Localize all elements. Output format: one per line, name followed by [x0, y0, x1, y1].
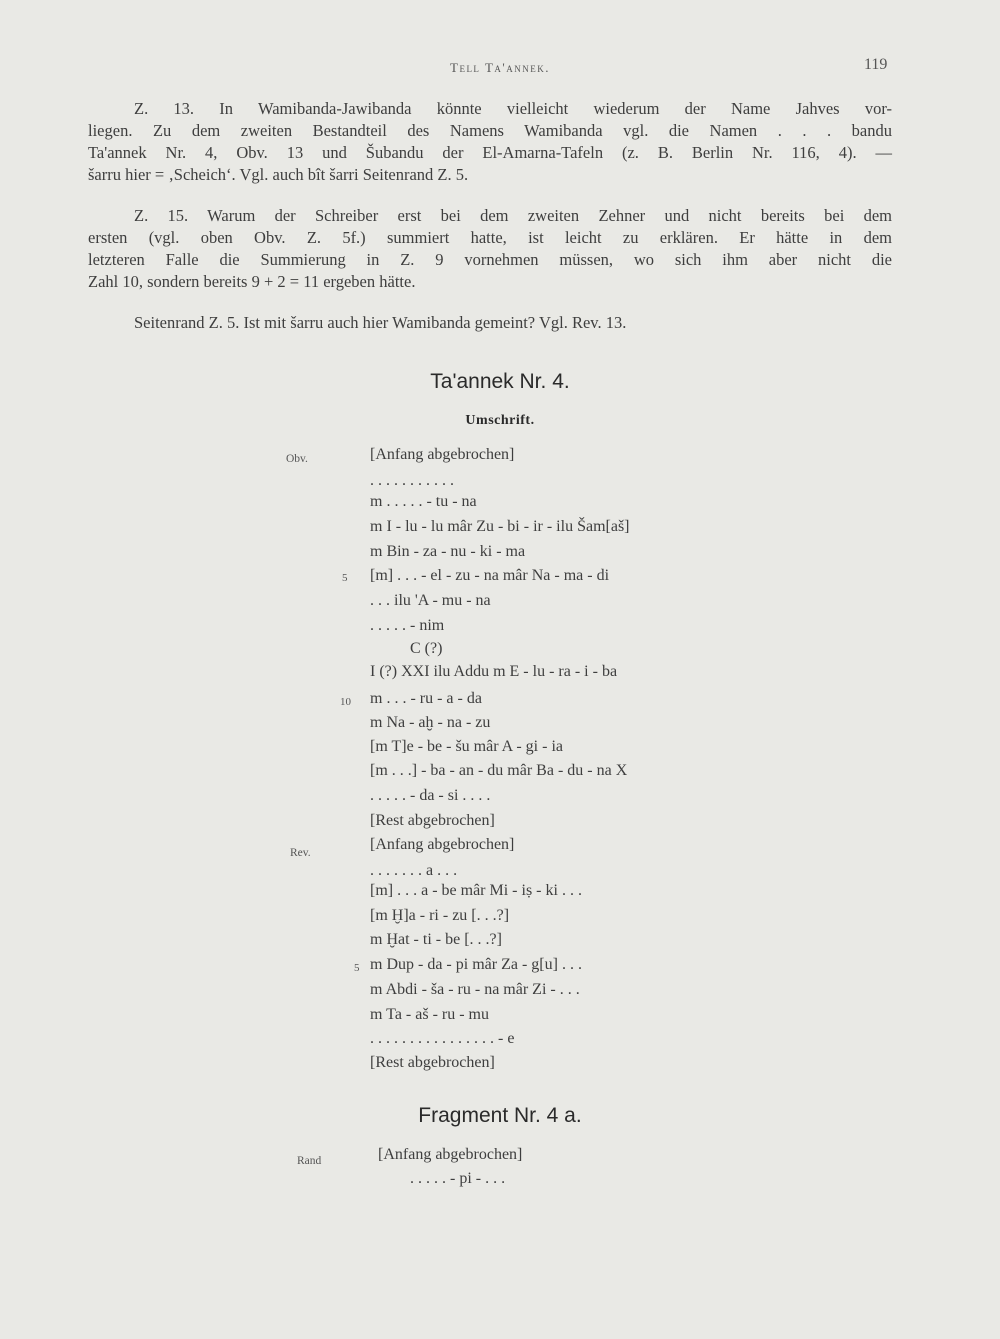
transliteration-line: m Ta - aš - ru - mu	[370, 1006, 489, 1023]
reverse-label: Rev.	[290, 847, 311, 859]
line-number: 10	[340, 696, 351, 708]
obverse-label: Obv.	[286, 453, 308, 465]
transliteration-line: m Abdi - ša - ru - na mâr Zi - . . .	[370, 981, 580, 998]
transliteration-line: C (?)	[410, 640, 443, 657]
page-number: 119	[864, 56, 888, 73]
text-line: Ta'annek Nr. 4, Obv. 13 und Šubandu der El-Amarna-Tafeln (z. B. Berlin Nr. 116, 4). —	[88, 143, 892, 162]
transliteration-line: . . . . . . . . . . .	[370, 472, 454, 489]
text-line: šarru hier = ‚Scheich‘. Vgl. auch bît šarri Seitenrand Z. 5.	[88, 165, 469, 184]
transliteration-line: . . . . . - pi - . . .	[410, 1170, 506, 1187]
transliteration-line: [Anfang abgebrochen]	[370, 446, 515, 463]
rand-label: Rand	[297, 1155, 322, 1167]
text-line: Zahl 10, sondern bereits 9 + 2 = 11 ergeben hätte.	[88, 272, 416, 291]
transliteration-line: m Dup - da - pi mâr Za - g[u] . . .	[370, 956, 582, 973]
transliteration-line: [m Ḫ]a - ri - zu [. . .?]	[370, 907, 510, 924]
line-number: 5	[354, 962, 360, 974]
line-number: 5	[342, 572, 348, 584]
commentary-paragraph-z13	[88, 98, 892, 186]
transliteration-line: . . . . . . . a . . .	[370, 862, 458, 879]
transliteration-line: [m] . . . - el - zu - na mâr Na - ma - di	[370, 567, 610, 584]
transliteration-line: [m . . .] - ba - an - du mâr Ba - du - na X	[370, 762, 628, 779]
fragment-title: Fragment Nr. 4 a.	[418, 1104, 582, 1127]
commentary-paragraph-z15	[88, 205, 892, 293]
transliteration-line: [Rest abgebrochen]	[370, 812, 495, 829]
running-title: Tell Ta'annek.	[450, 60, 550, 75]
section-title: Ta'annek Nr. 4.	[430, 370, 570, 393]
text-line: Z. 13. In Wamibanda-Jawibanda könnte vielleicht wiederum der Name Jahves vor-	[134, 99, 892, 118]
transliteration-line: m . . . - ru - a - da	[370, 690, 482, 707]
text-line: letzteren Falle die Summierung in Z. 9 vornehmen müssen, wo sich ihm aber nicht die	[88, 250, 892, 269]
transliteration-line: . . . ilu 'A - mu - na	[370, 592, 491, 609]
text-line: ersten (vgl. oben Obv. Z. 5f.) summiert hatte, ist leicht zu erklären. Er hätte in dem	[88, 228, 892, 247]
transliteration-line: . . . . . - nim	[370, 617, 445, 634]
text-line: Z. 15. Warum der Schreiber erst bei dem zweiten Zehner und nicht bereits bei dem	[134, 206, 892, 225]
transliteration-line: [m] . . . a - be mâr Mi - iṣ - ki . . .	[370, 882, 582, 899]
transliteration-line: [Anfang abgebrochen]	[378, 1146, 523, 1163]
section-subtitle: Umschrift.	[465, 413, 535, 428]
transliteration-line: . . . . . . . . . . . . . . . . - e	[370, 1030, 515, 1047]
transliteration-line: m Na - aḫ - na - zu	[370, 714, 491, 731]
transliteration-line: . . . . . - da - si . . . .	[370, 787, 491, 804]
text-line: liegen. Zu dem zweiten Bestandteil des Namens Wamibanda vgl. die Namen . . . bandu	[88, 121, 892, 140]
transliteration-line: m . . . . . - tu - na	[370, 493, 477, 510]
transliteration-line: m Bin - za - nu - ki - ma	[370, 543, 526, 560]
transliteration-line: [m T]e - be - šu mâr A - gi - ia	[370, 738, 563, 755]
transliteration-line: [Anfang abgebrochen]	[370, 836, 515, 853]
text-line: Seitenrand Z. 5. Ist mit šarru auch hier Wamibanda gemeint? Vgl. Rev. 13.	[134, 313, 627, 332]
transliteration-line: [Rest abgebrochen]	[370, 1054, 495, 1071]
transliteration-line: m Ḫat - ti - be [. . .?]	[370, 931, 502, 948]
transliteration-line: m I - lu - lu mâr Zu - bi - ir - ilu Šam[aš]	[370, 518, 630, 535]
commentary-paragraph-seitenrand	[134, 312, 892, 334]
transliteration-line: I (?) XXI ilu Addu m E - lu - ra - i - ba	[370, 663, 618, 680]
